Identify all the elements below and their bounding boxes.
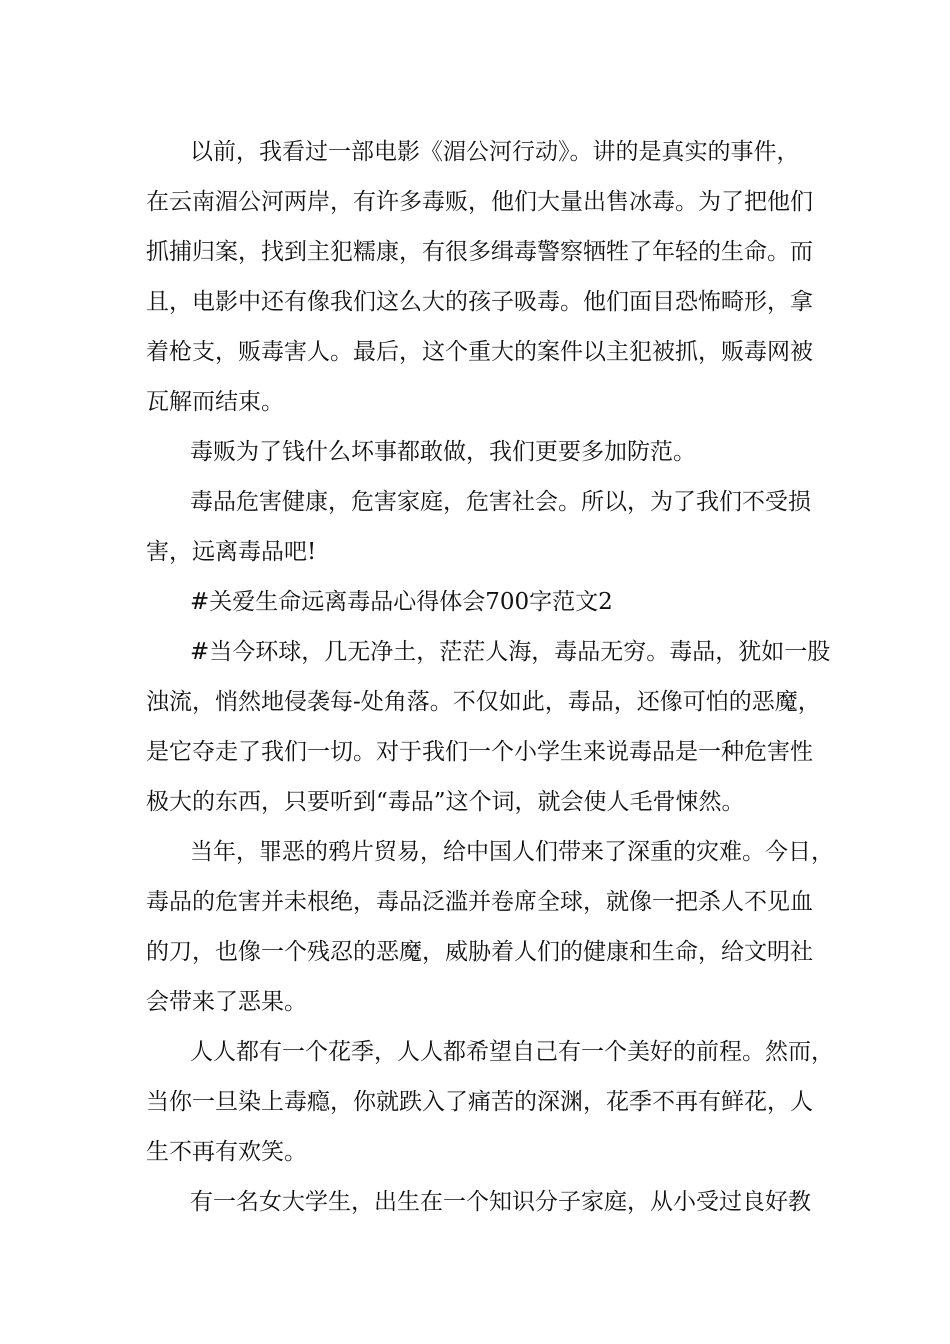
text-line: 毒品危害健康，危害家庭，危害社会。所以，为了我们不受损 bbox=[190, 489, 811, 515]
text-line: 瓦解而结束。 bbox=[146, 389, 284, 415]
text-line: 生不再有欢笑。 bbox=[146, 1139, 307, 1165]
text-line: #当今环球，几无净土，茫茫人海，毒品无穷。毒品，犹如一股 bbox=[190, 639, 831, 665]
text-line: 当你一旦染上毒瘾，你就跌入了痛苦的深渊，花季不再有鲜花，人 bbox=[146, 1089, 813, 1115]
text-line: 毒品的危害并未根绝，毒品泛滥并卷席全球，就像一把杀人不见血 bbox=[146, 889, 813, 915]
text-line: 害，远离毒品吧! bbox=[146, 539, 317, 565]
text-line: 毒贩为了钱什么坏事都敢做，我们更要多加防范。 bbox=[190, 439, 696, 465]
text-line: 且，电影中还有像我们这么大的孩子吸毒。他们面目恐怖畸形，拿 bbox=[146, 289, 813, 315]
text-line: 着枪支，贩毒害人。最后，这个重大的案件以主犯被抓，贩毒网被 bbox=[146, 339, 813, 365]
text-line: 抓捕归案，找到主犯糯康，有很多缉毒警察牺牲了年轻的生命。而 bbox=[146, 239, 813, 265]
text-line: 会带来了恶果。 bbox=[146, 989, 307, 1015]
text-line: 以前，我看过一部电影《湄公河行动》。讲的是真实的事件， bbox=[190, 139, 800, 165]
text-line: 当年，罪恶的鸦片贸易，给中国人们带来了深重的灾难。今日， bbox=[190, 839, 834, 865]
text-line: 极大的东西，只要听到“毒品”这个词，就会使人毛骨悚然。 bbox=[146, 789, 745, 815]
text-line: 是它夺走了我们一切。对于我们一个小学生来说毒品是一种危害性 bbox=[146, 739, 813, 765]
text-line: 浊流，悄然地侵袭每-处角落。不仅如此，毒品，还像可怕的恶魔， bbox=[146, 689, 821, 715]
text-line: 人人都有一个花季，人人都希望自己有一个美好的前程。然而， bbox=[190, 1039, 834, 1065]
section-heading: #关爱生命远离毒品心得体会700字范文2 bbox=[190, 589, 613, 615]
text-line: 有一名女大学生，出生在一个知识分子家庭，从小受过良好教 bbox=[190, 1189, 811, 1215]
text-line: 在云南湄公河两岸，有许多毒贩，他们大量出售冰毒。为了把他们 bbox=[146, 189, 813, 215]
text-line: 的刀，也像一个残忍的恶魔，威胁着人们的健康和生命，给文明社 bbox=[146, 939, 813, 965]
